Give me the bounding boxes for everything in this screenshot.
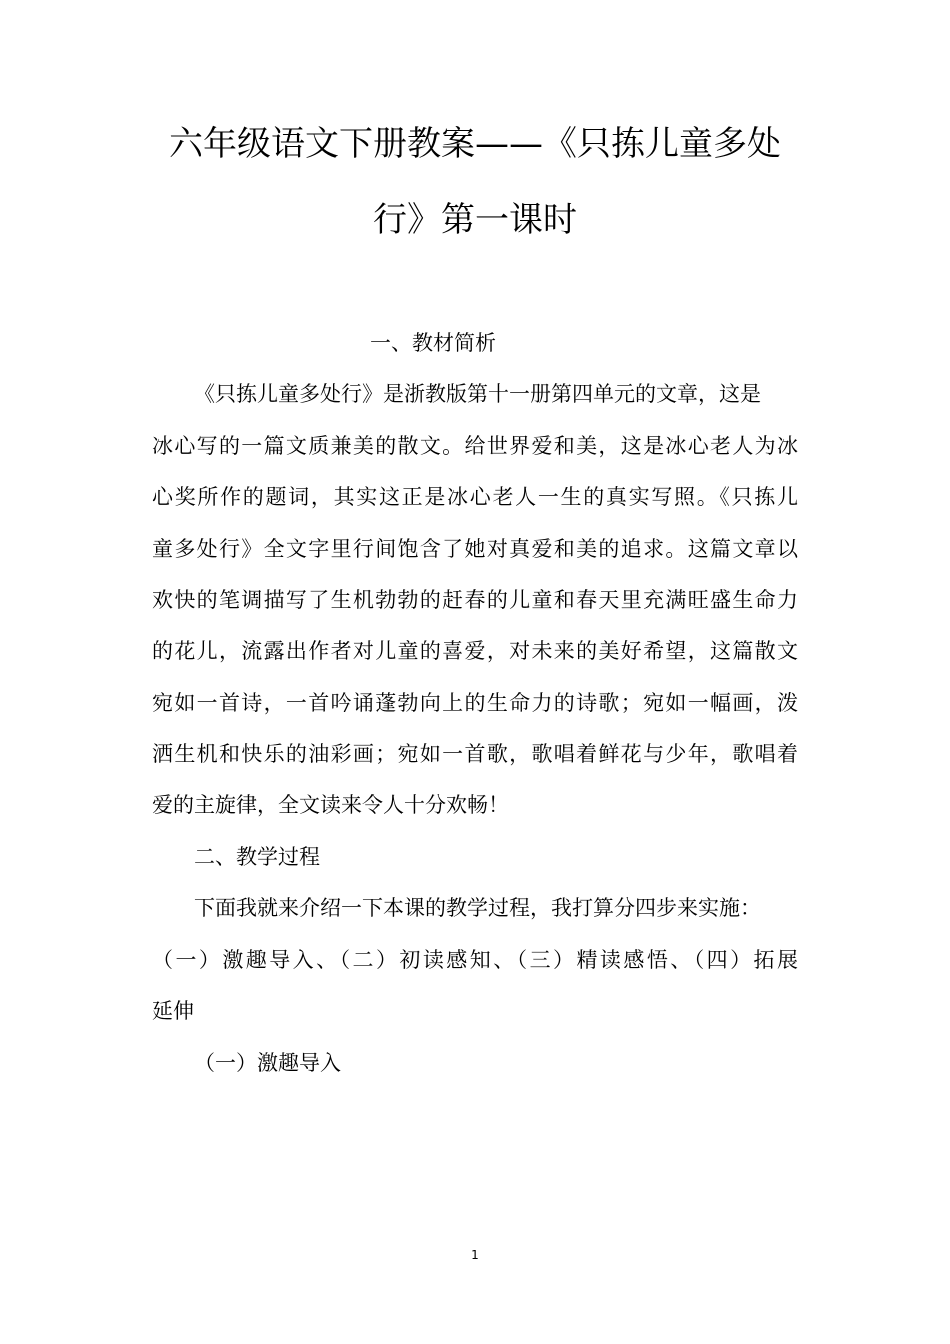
title-line-1: 六年级语文下册教案——《只拣儿童多处 (169, 124, 781, 164)
paragraph-1-line-9: 爱的主旋律，全文读来令人十分欢畅！ (152, 793, 509, 817)
paragraph-1-line-6: 的花儿，流露出作者对儿童的喜爱，对未来的美好希望，这篇散文 (152, 639, 798, 663)
title-line-2: 行》第一课时 (373, 200, 577, 240)
paragraph-2-line-2: （一）激趣导入、（二）初读感知、（三）精读感悟、（四）拓展 (152, 948, 798, 972)
paragraph-1-line-5: 欢快的笔调描写了生机勃勃的赶春的儿童和春天里充满旺盛生命力 (152, 588, 798, 612)
paragraph-1-line-1: 《只拣儿童多处行》是浙教版第十一册第四单元的文章，这是 (194, 382, 761, 406)
page-number: 1 (471, 1248, 479, 1262)
subsection-heading-1: （一）激趣导入 (194, 1051, 341, 1075)
section-heading-1: 一、教材简析 (370, 331, 496, 355)
paragraph-2-line-3: 延伸 (152, 999, 194, 1023)
paragraph-1-line-2: 冰心写的一篇文质兼美的散文。给世界爱和美，这是冰心老人为冰 (152, 434, 798, 458)
section-heading-2: 二、教学过程 (194, 845, 320, 869)
paragraph-1-line-8: 洒生机和快乐的油彩画；宛如一首歌，歌唱着鲜花与少年，歌唱着 (152, 742, 798, 766)
paragraph-2-line-1: 下面我就来介绍一下本课的教学过程，我打算分四步来实施： (194, 896, 761, 920)
paragraph-1-line-7: 宛如一首诗，一首吟诵蓬勃向上的生命力的诗歌；宛如一幅画，泼 (152, 691, 798, 715)
paragraph-1-line-3: 心奖所作的题词，其实这正是冰心老人一生的真实写照。《只拣儿 (152, 485, 798, 509)
paragraph-1-line-4: 童多处行》全文字里行间饱含了她对真爱和美的追求。这篇文章以 (152, 537, 798, 561)
